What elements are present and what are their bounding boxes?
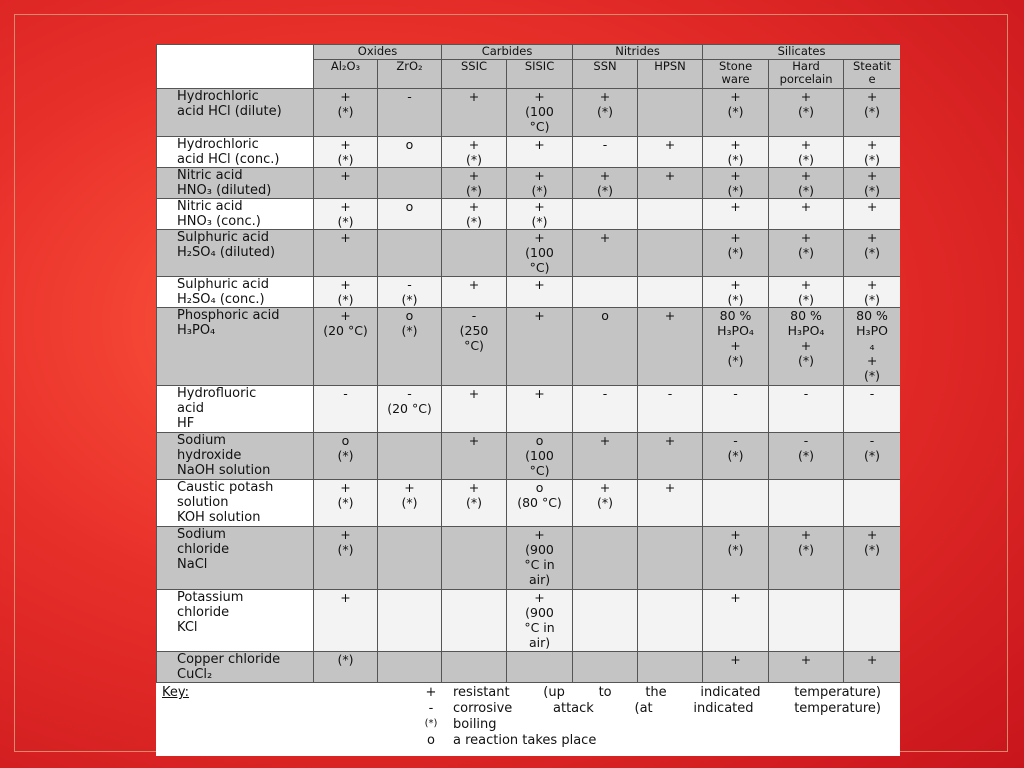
table-cell: + (*) — [573, 168, 638, 199]
table-cell: o (*) — [314, 433, 378, 480]
table-cell: + (*) — [703, 168, 769, 199]
key-text: corrosive attack (at indicated temperature) — [453, 701, 881, 716]
table-row — [157, 433, 901, 480]
table-cell: + (*) — [844, 89, 900, 137]
table-cell: - (*) — [378, 277, 442, 308]
table-cell: + (100 °C) — [507, 230, 573, 277]
header-corner — [157, 45, 314, 89]
table-cell: + — [442, 89, 507, 137]
table-cell: o (*) — [378, 308, 442, 386]
column-header: SSIC — [442, 60, 507, 89]
table-cell: + (*) — [769, 137, 844, 168]
table-cell: - — [573, 137, 638, 168]
table-cell: + (*) — [314, 480, 378, 527]
row-label: Phosphoric acid H₃PO₄ — [157, 308, 314, 386]
table-cell: + (*) — [378, 480, 442, 527]
table-cell — [378, 527, 442, 590]
column-header: SISIC — [507, 60, 573, 89]
table-cell — [378, 168, 442, 199]
table-cell — [442, 590, 507, 652]
key-symbol: (*) — [424, 718, 438, 729]
table-cell: + (*) — [769, 89, 844, 137]
key-text: resistant (up to the indicated temperature) — [453, 685, 881, 700]
table-cell: o (80 °C) — [507, 480, 573, 527]
table-cell — [442, 652, 507, 683]
table-cell: + (*) — [769, 168, 844, 199]
table-cell: - (20 °C) — [378, 386, 442, 433]
table-cell: 80 % H₃PO₄ + (*) — [703, 308, 769, 386]
table-cell: + (900 °C in air) — [507, 527, 573, 590]
table-cell: (*) — [314, 652, 378, 683]
table-row — [157, 527, 901, 590]
table-cell — [844, 590, 900, 652]
row-label: Sulphuric acid H₂SO₄ (conc.) — [157, 277, 314, 308]
table-cell: + — [638, 433, 703, 480]
table-cell: + — [573, 433, 638, 480]
table-cell: - — [638, 386, 703, 433]
table-cell: - — [844, 386, 900, 433]
column-header: Stone ware — [703, 60, 769, 89]
row-label: Hydrochloric acid HCl (conc.) — [157, 137, 314, 168]
table-cell: - — [769, 386, 844, 433]
table-cell: 80 % H₃PO₄ + (*) — [769, 308, 844, 386]
key-title: Key: — [162, 685, 190, 700]
table-cell: + — [314, 168, 378, 199]
table-cell: + — [769, 199, 844, 230]
table-cell: + (*) — [769, 527, 844, 590]
table-cell: + (*) — [314, 277, 378, 308]
row-label: Potassium chloride KCl — [157, 590, 314, 652]
table-cell — [638, 199, 703, 230]
table-row — [157, 89, 901, 137]
table-cell: + (*) — [844, 168, 900, 199]
table-cell: + (*) — [844, 137, 900, 168]
table-cell: + (20 °C) — [314, 308, 378, 386]
table-cell — [573, 277, 638, 308]
group-header-carbides: Carbides — [442, 45, 573, 60]
table-cell: + — [314, 230, 378, 277]
table-cell: + (*) — [703, 277, 769, 308]
table-cell: + (*) — [442, 168, 507, 199]
table-cell: o — [378, 199, 442, 230]
table-cell — [844, 480, 900, 527]
table-cell: + — [638, 137, 703, 168]
table-cell: - — [378, 89, 442, 137]
row-label: Hydrofluoric acid HF — [157, 386, 314, 433]
table-cell: + (100 °C) — [507, 89, 573, 137]
key-text: boiling — [453, 717, 497, 732]
table-cell: + — [844, 199, 900, 230]
table-cell: + — [442, 386, 507, 433]
table-cell: + (*) — [573, 480, 638, 527]
column-header: HPSN — [638, 60, 703, 89]
row-label: Nitric acid HNO₃ (conc.) — [157, 199, 314, 230]
table-cell — [507, 652, 573, 683]
table-cell: + — [638, 480, 703, 527]
table-cell — [638, 277, 703, 308]
table-cell: + (*) — [314, 137, 378, 168]
table-cell: + — [573, 230, 638, 277]
table-row — [157, 308, 901, 386]
table-cell: - (250 °C) — [442, 308, 507, 386]
table-cell: + — [703, 199, 769, 230]
table-cell: + — [769, 652, 844, 683]
table-cell: + (*) — [844, 277, 900, 308]
table-cell: + (*) — [507, 199, 573, 230]
table-cell: - — [573, 386, 638, 433]
group-header-oxides: Oxides — [314, 45, 442, 60]
table-row — [157, 386, 901, 433]
table-cell — [378, 590, 442, 652]
key-text: a reaction takes place — [453, 733, 597, 748]
table-cell: + (*) — [442, 480, 507, 527]
table-cell — [378, 230, 442, 277]
table-cell: + (*) — [703, 89, 769, 137]
table-cell: + — [507, 277, 573, 308]
table-cell — [638, 230, 703, 277]
chemical-resistance-table — [156, 44, 900, 683]
table-row — [157, 652, 901, 683]
table-cell — [703, 480, 769, 527]
table-cell: + — [442, 433, 507, 480]
table-cell: + — [442, 277, 507, 308]
table-cell: - — [703, 386, 769, 433]
column-header: ZrO₂ — [378, 60, 442, 89]
table-cell: + (*) — [573, 89, 638, 137]
table-cell: + (*) — [769, 277, 844, 308]
table-cell — [573, 527, 638, 590]
table-cell — [769, 480, 844, 527]
table-cell: + — [638, 168, 703, 199]
table-cell: + — [507, 137, 573, 168]
table-cell — [573, 590, 638, 652]
table-cell: + (900 °C in air) — [507, 590, 573, 652]
table-cell: + — [844, 652, 900, 683]
row-label: Sodium chloride NaCl — [157, 527, 314, 590]
key-symbol: - — [428, 701, 434, 716]
table-row — [157, 277, 901, 308]
key-symbol: + — [425, 685, 437, 700]
key-symbol: o — [427, 733, 435, 748]
table-cell: + (*) — [507, 168, 573, 199]
table-cell: + (*) — [442, 137, 507, 168]
table-cell: - (*) — [703, 433, 769, 480]
column-header: Steatit e — [844, 60, 900, 89]
table-row — [157, 590, 901, 652]
table-cell: o — [378, 137, 442, 168]
table-cell: o — [573, 308, 638, 386]
table-row — [157, 137, 901, 168]
table-row — [157, 199, 901, 230]
table-cell: + (*) — [844, 230, 900, 277]
row-label: Nitric acid HNO₃ (diluted) — [157, 168, 314, 199]
table-cell: + (*) — [442, 199, 507, 230]
table-cell — [638, 652, 703, 683]
table-cell: + — [507, 308, 573, 386]
table-cell: + (*) — [703, 137, 769, 168]
table-cell: 80 % H₃PO ₄ + (*) — [844, 308, 900, 386]
table-cell: + (*) — [314, 89, 378, 137]
table-cell: + (*) — [844, 527, 900, 590]
column-header: SSN — [573, 60, 638, 89]
table-cell — [573, 652, 638, 683]
table-cell — [378, 652, 442, 683]
table-cell: + — [638, 308, 703, 386]
table-row — [157, 480, 901, 527]
column-header: Al₂O₃ — [314, 60, 378, 89]
table-cell — [638, 590, 703, 652]
table-cell — [638, 89, 703, 137]
table-cell: + (*) — [703, 527, 769, 590]
table-cell — [442, 527, 507, 590]
key-legend — [156, 682, 900, 756]
table-cell: + (*) — [314, 199, 378, 230]
table-cell: - (*) — [769, 433, 844, 480]
table-cell: + — [314, 590, 378, 652]
row-label: Caustic potash solution KOH solution — [157, 480, 314, 527]
table-cell — [573, 199, 638, 230]
column-header: Hard porcelain — [769, 60, 844, 89]
table-cell: + — [703, 652, 769, 683]
table-cell: + — [507, 386, 573, 433]
row-label: Copper chloride CuCl₂ — [157, 652, 314, 683]
table-cell: - — [314, 386, 378, 433]
table-cell — [769, 590, 844, 652]
table-cell — [442, 230, 507, 277]
table-cell: - (*) — [844, 433, 900, 480]
resistance-table-sheet — [156, 44, 900, 756]
table-cell: + (*) — [703, 230, 769, 277]
table-cell — [638, 527, 703, 590]
table-cell: + (*) — [769, 230, 844, 277]
row-label: Sodium hydroxide NaOH solution — [157, 433, 314, 480]
table-cell: + (*) — [314, 527, 378, 590]
table-row — [157, 230, 901, 277]
group-header-silicates: Silicates — [703, 45, 900, 60]
group-header-nitrides: Nitrides — [573, 45, 703, 60]
table-cell: + — [703, 590, 769, 652]
table-cell — [378, 433, 442, 480]
table-cell: o (100 °C) — [507, 433, 573, 480]
row-label: Sulphuric acid H₂SO₄ (diluted) — [157, 230, 314, 277]
table-row — [157, 168, 901, 199]
row-label: Hydrochloric acid HCl (dilute) — [157, 89, 314, 137]
